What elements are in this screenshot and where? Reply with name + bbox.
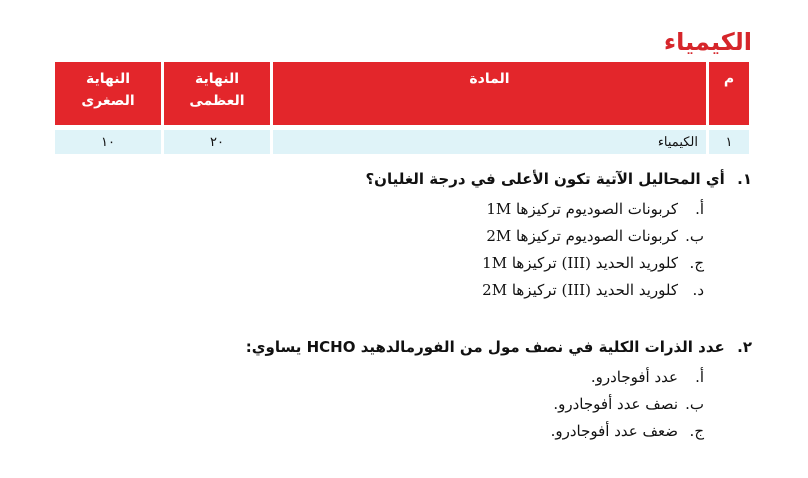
option-b[interactable] — [52, 391, 704, 418]
question-number: ١. — [737, 170, 752, 188]
header-max-grade — [164, 62, 270, 125]
option-letter: ج. — [689, 254, 704, 272]
option-text: ضعف عدد أفوجادرو. — [550, 422, 678, 440]
option-letter: ب. — [685, 395, 704, 413]
question-number: ٢. — [737, 338, 752, 356]
row-min-grade: ١٠ — [55, 130, 161, 154]
question-text: عدد الذرات الكلية في نصف مول من الفورمالدهيد HCHO يساوي: — [245, 338, 725, 356]
options-list — [52, 364, 752, 445]
option-text: كلوريد الحديد (III) تركيزها 1M — [482, 254, 678, 272]
option-a[interactable] — [52, 364, 704, 391]
option-text: كربونات الصوديوم تركيزها 2M — [486, 227, 678, 245]
option-d[interactable] — [52, 277, 704, 304]
option-letter: أ. — [695, 368, 704, 386]
header-subject: المادة — [273, 62, 706, 125]
option-c[interactable] — [52, 250, 704, 277]
grades-table — [52, 62, 752, 154]
table-header-row — [55, 62, 749, 125]
option-letter: ب. — [685, 227, 704, 245]
table-row — [55, 130, 749, 154]
option-b[interactable] — [52, 223, 704, 250]
option-text: نصف عدد أفوجادرو. — [553, 395, 678, 413]
question-stem — [52, 168, 752, 190]
header-min-line1: النهاية — [85, 71, 131, 87]
row-max-grade: ٢٠ — [164, 130, 270, 154]
section-title: الكيمياء — [663, 28, 752, 56]
option-text: كلوريد الحديد (III) تركيزها 2M — [482, 281, 678, 299]
option-letter: د. — [692, 281, 704, 299]
option-text: عدد أفوجادرو. — [590, 368, 678, 386]
question-stem — [52, 336, 752, 358]
header-m: م — [709, 62, 749, 125]
header-max-line1: النهاية — [194, 71, 240, 87]
row-subject: الكيمياء — [273, 130, 706, 154]
option-letter: أ. — [695, 200, 704, 218]
options-list — [52, 196, 752, 304]
option-letter: ج. — [689, 422, 704, 440]
option-a[interactable] — [52, 196, 704, 223]
option-text: كربونات الصوديوم تركيزها 1M — [486, 200, 678, 218]
question-text: أي المحاليل الآتية تكون الأعلى في درجة الغليان؟ — [365, 170, 725, 188]
question-1 — [52, 168, 752, 304]
row-m: ١ — [709, 130, 749, 154]
header-min-grade — [55, 62, 161, 125]
header-max-line2: العظمى — [189, 93, 245, 109]
option-c[interactable] — [52, 418, 704, 445]
question-2 — [52, 336, 752, 445]
header-min-line2: الصغرى — [81, 93, 135, 109]
